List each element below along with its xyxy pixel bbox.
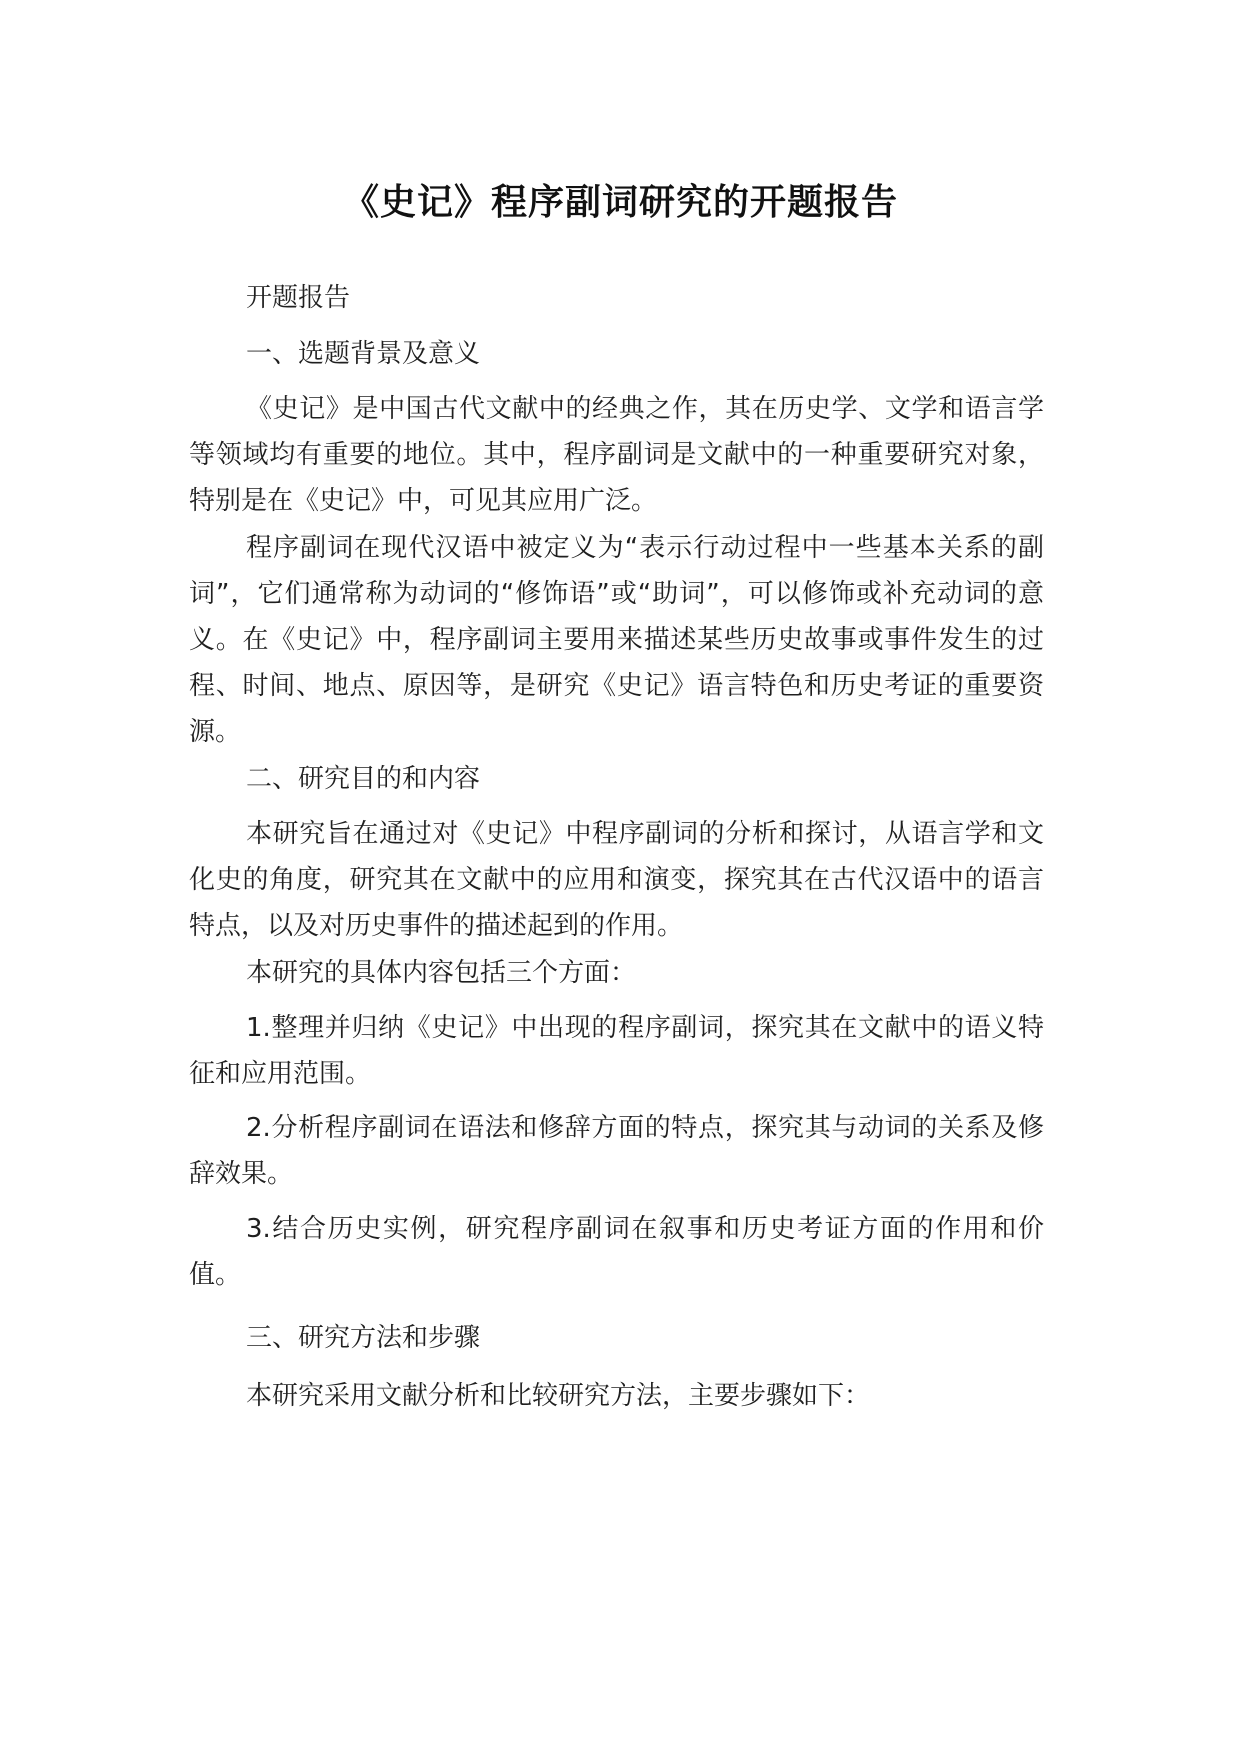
section-heading-3: 三、研究方法和步骤: [246, 1323, 481, 1353]
list-item-1: 1.整理并归纳《史记》中出现的程序副词，探究其在文献中的语义特征和应用范围。: [189, 1013, 1044, 1089]
paragraph-background: 《史记》是中国古代文献中的经典之作，其在历史学、文学和语言学等领域均有重要的地位。其中，程序副词是文献中的一种重要研究对象，特别是在《史记》中，可见其应用广泛。: [189, 394, 1044, 516]
paragraph-definition: 程序副词在现代汉语中被定义为“表示行动过程中一些基本关系的副词”，它们通常称为动词的“修饰语”或“助词”，可以修饰或补充动词的意义。在《史记》中，程序副词主要用来描述某些历史故事或事件发生的过程、时间、地点、原因等，是研究《史记》语言特色和历史考证的重要资源。: [189, 533, 1044, 747]
section-heading-2: 二、研究目的和内容: [246, 764, 481, 794]
paragraph-purpose: 本研究旨在通过对《史记》中程序副词的分析和探讨，从语言学和文化史的角度，研究其在文献中的应用和演变，探究其在古代汉语中的语言特点，以及对历史事件的描述起到的作用。: [189, 819, 1044, 941]
section-heading-1: 一、选题背景及意义: [246, 339, 481, 369]
paragraph-method: 本研究采用文献分析和比较研究方法，主要步骤如下：: [246, 1381, 871, 1411]
document-title: 《史记》程序副词研究的开题报告: [342, 182, 898, 223]
list-item-3: 3.结合历史实例，研究程序副词在叙事和历史考证方面的作用和价值。: [189, 1214, 1044, 1290]
list-item-2: 2.分析程序副词在语法和修辞方面的特点，探究其与动词的关系及修辞效果。: [189, 1113, 1044, 1189]
paragraph-content-intro: 本研究的具体内容包括三个方面：: [246, 958, 637, 988]
section-label: 开题报告: [246, 283, 351, 313]
